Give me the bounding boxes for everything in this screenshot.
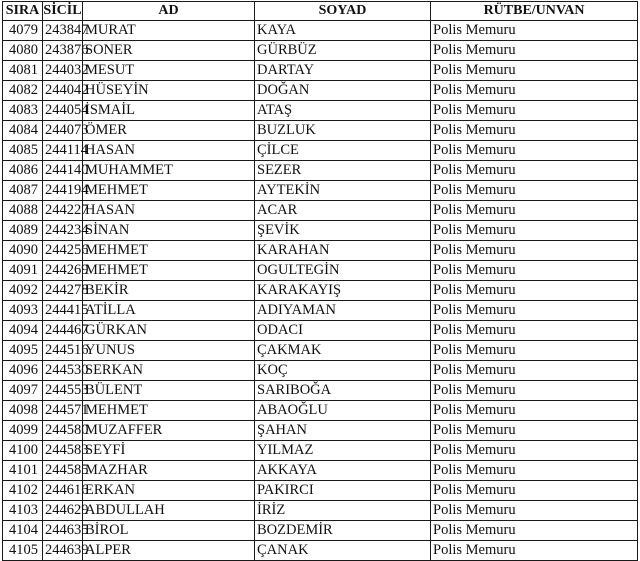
cell-rutbe: Polis Memuru	[431, 361, 638, 381]
cell-sicil: 244227	[43, 201, 83, 221]
cell-soyad: KOÇ	[255, 361, 431, 381]
cell-sira: 4104	[3, 521, 43, 541]
cell-sicil: 244114	[43, 141, 83, 161]
cell-sira: 4096	[3, 361, 43, 381]
cell-soyad: SEZER	[255, 161, 431, 181]
cell-rutbe: Polis Memuru	[431, 321, 638, 341]
cell-ad: MUZAFFER	[83, 421, 255, 441]
cell-sicil: 244530	[43, 361, 83, 381]
cell-sicil: 244553	[43, 381, 83, 401]
cell-ad: HASAN	[83, 141, 255, 161]
cell-sicil: 244032	[43, 61, 83, 81]
cell-ad: GÜRKAN	[83, 321, 255, 341]
cell-rutbe: Polis Memuru	[431, 41, 638, 61]
cell-rutbe: Polis Memuru	[431, 81, 638, 101]
cell-sicil: 244580	[43, 421, 83, 441]
cell-ad: SEYFİ	[83, 441, 255, 461]
cell-sira: 4101	[3, 461, 43, 481]
cell-ad: HASAN	[83, 201, 255, 221]
cell-soyad: BUZLUK	[255, 121, 431, 141]
cell-sicil: 244234	[43, 221, 83, 241]
cell-sira: 4094	[3, 321, 43, 341]
table-row	[3, 381, 638, 401]
cell-soyad: PAKIRCI	[255, 481, 431, 501]
cell-sicil: 243847	[43, 21, 83, 41]
cell-ad: BİROL	[83, 521, 255, 541]
cell-soyad: İRİZ	[255, 501, 431, 521]
cell-sira: 4089	[3, 221, 43, 241]
table-row	[3, 361, 638, 381]
cell-sira: 4091	[3, 261, 43, 281]
header-rutbe: RÜTBE/UNVAN	[431, 2, 638, 21]
cell-ad: MEHMET	[83, 181, 255, 201]
cell-rutbe: Polis Memuru	[431, 421, 638, 441]
table-row	[3, 261, 638, 281]
cell-soyad: ŞEVİK	[255, 221, 431, 241]
cell-rutbe: Polis Memuru	[431, 241, 638, 261]
personnel-table	[2, 1, 638, 561]
cell-sira: 4079	[3, 21, 43, 41]
table-row	[3, 221, 638, 241]
cell-rutbe: Polis Memuru	[431, 401, 638, 421]
cell-soyad: ŞAHAN	[255, 421, 431, 441]
cell-sira: 4103	[3, 501, 43, 521]
table-row	[3, 141, 638, 161]
cell-ad: MEHMET	[83, 401, 255, 421]
cell-sira: 4102	[3, 481, 43, 501]
header-sira: SIRA	[3, 2, 43, 21]
table-row	[3, 441, 638, 461]
cell-soyad: ADIYAMAN	[255, 301, 431, 321]
cell-sicil: 244073	[43, 121, 83, 141]
cell-sicil: 244585	[43, 461, 83, 481]
cell-sicil: 244415	[43, 301, 83, 321]
cell-rutbe: Polis Memuru	[431, 301, 638, 321]
table-row	[3, 341, 638, 361]
cell-sicil: 244140	[43, 161, 83, 181]
cell-ad: MAZHAR	[83, 461, 255, 481]
cell-rutbe: Polis Memuru	[431, 101, 638, 121]
cell-sira: 4087	[3, 181, 43, 201]
cell-sicil: 244042	[43, 81, 83, 101]
cell-ad: ÖMER	[83, 121, 255, 141]
cell-sira: 4090	[3, 241, 43, 261]
cell-soyad: ABAOĞLU	[255, 401, 431, 421]
table-header-row	[3, 2, 638, 21]
cell-rutbe: Polis Memuru	[431, 181, 638, 201]
table-row	[3, 481, 638, 501]
cell-ad: BEKİR	[83, 281, 255, 301]
cell-sicil: 244635	[43, 521, 83, 541]
cell-soyad: BOZDEMİR	[255, 521, 431, 541]
cell-soyad: YILMAZ	[255, 441, 431, 461]
cell-soyad: ATAŞ	[255, 101, 431, 121]
cell-soyad: ÇİLCE	[255, 141, 431, 161]
cell-soyad: ÇANAK	[255, 541, 431, 561]
cell-ad: SERKAN	[83, 361, 255, 381]
cell-sicil: 244516	[43, 341, 83, 361]
cell-ad: YUNUS	[83, 341, 255, 361]
cell-rutbe: Polis Memuru	[431, 501, 638, 521]
cell-ad: MEHMET	[83, 241, 255, 261]
cell-soyad: KARAHAN	[255, 241, 431, 261]
cell-rutbe: Polis Memuru	[431, 161, 638, 181]
table-row	[3, 241, 638, 261]
cell-sira: 4099	[3, 421, 43, 441]
cell-sira: 4095	[3, 341, 43, 361]
table-row	[3, 501, 638, 521]
cell-sira: 4086	[3, 161, 43, 181]
cell-ad: ALPER	[83, 541, 255, 561]
cell-sicil: 244278	[43, 281, 83, 301]
table-body	[3, 21, 638, 561]
table-row	[3, 61, 638, 81]
table-row	[3, 161, 638, 181]
cell-rutbe: Polis Memuru	[431, 461, 638, 481]
table-row	[3, 81, 638, 101]
cell-sicil: 244269	[43, 261, 83, 281]
cell-rutbe: Polis Memuru	[431, 281, 638, 301]
cell-soyad: AYTEKİN	[255, 181, 431, 201]
table-row	[3, 541, 638, 561]
cell-soyad: DARTAY	[255, 61, 431, 81]
cell-sicil: 244194	[43, 181, 83, 201]
cell-soyad: KAYA	[255, 21, 431, 41]
cell-soyad: ODACI	[255, 321, 431, 341]
cell-rutbe: Polis Memuru	[431, 121, 638, 141]
cell-sicil: 243876	[43, 41, 83, 61]
cell-rutbe: Polis Memuru	[431, 441, 638, 461]
cell-rutbe: Polis Memuru	[431, 201, 638, 221]
cell-soyad: KARAKAYIŞ	[255, 281, 431, 301]
cell-sira: 4098	[3, 401, 43, 421]
table-row	[3, 421, 638, 441]
cell-soyad: OGULTEGİN	[255, 261, 431, 281]
cell-sicil: 244583	[43, 441, 83, 461]
cell-sicil: 244256	[43, 241, 83, 261]
table-row	[3, 401, 638, 421]
cell-soyad: ÇAKMAK	[255, 341, 431, 361]
cell-soyad: SARIBOĞA	[255, 381, 431, 401]
header-ad: AD	[83, 2, 255, 21]
cell-rutbe: Polis Memuru	[431, 381, 638, 401]
cell-rutbe: Polis Memuru	[431, 481, 638, 501]
cell-ad: İSMAİL	[83, 101, 255, 121]
cell-ad: MEHMET	[83, 261, 255, 281]
cell-sira: 4097	[3, 381, 43, 401]
cell-ad: SİNAN	[83, 221, 255, 241]
header-soyad: SOYAD	[255, 2, 431, 21]
cell-ad: ABDULLAH	[83, 501, 255, 521]
header-sicil: SİCİL	[43, 2, 83, 21]
cell-sira: 4084	[3, 121, 43, 141]
cell-rutbe: Polis Memuru	[431, 541, 638, 561]
cell-sira: 4100	[3, 441, 43, 461]
cell-soyad: AKKAYA	[255, 461, 431, 481]
cell-rutbe: Polis Memuru	[431, 141, 638, 161]
cell-ad: SONER	[83, 41, 255, 61]
cell-sira: 4105	[3, 541, 43, 561]
table-row	[3, 301, 638, 321]
cell-sira: 4082	[3, 81, 43, 101]
cell-soyad: ACAR	[255, 201, 431, 221]
cell-ad: ATİLLA	[83, 301, 255, 321]
cell-sira: 4085	[3, 141, 43, 161]
cell-rutbe: Polis Memuru	[431, 221, 638, 241]
table-row	[3, 41, 638, 61]
cell-rutbe: Polis Memuru	[431, 61, 638, 81]
table-row	[3, 201, 638, 221]
cell-rutbe: Polis Memuru	[431, 521, 638, 541]
cell-soyad: GÜRBÜZ	[255, 41, 431, 61]
cell-ad: MUHAMMET	[83, 161, 255, 181]
cell-rutbe: Polis Memuru	[431, 21, 638, 41]
cell-sira: 4092	[3, 281, 43, 301]
cell-ad: MESUT	[83, 61, 255, 81]
table-row	[3, 101, 638, 121]
cell-sira: 4080	[3, 41, 43, 61]
cell-rutbe: Polis Memuru	[431, 261, 638, 281]
cell-sicil: 244054	[43, 101, 83, 121]
cell-sira: 4088	[3, 201, 43, 221]
cell-sira: 4083	[3, 101, 43, 121]
table-row	[3, 121, 638, 141]
cell-sira: 4093	[3, 301, 43, 321]
cell-sicil: 244639	[43, 541, 83, 561]
cell-ad: ERKAN	[83, 481, 255, 501]
cell-sicil: 244571	[43, 401, 83, 421]
table-row	[3, 321, 638, 341]
cell-soyad: DOĞAN	[255, 81, 431, 101]
cell-rutbe: Polis Memuru	[431, 341, 638, 361]
cell-sicil: 244467	[43, 321, 83, 341]
cell-sicil: 244629	[43, 501, 83, 521]
cell-ad: BÜLENT	[83, 381, 255, 401]
cell-sicil: 244616	[43, 481, 83, 501]
table-row	[3, 181, 638, 201]
table-row	[3, 521, 638, 541]
cell-ad: MURAT	[83, 21, 255, 41]
table-row	[3, 461, 638, 481]
cell-sira: 4081	[3, 61, 43, 81]
cell-ad: HÜSEYİN	[83, 81, 255, 101]
table-row	[3, 281, 638, 301]
table-row	[3, 21, 638, 41]
